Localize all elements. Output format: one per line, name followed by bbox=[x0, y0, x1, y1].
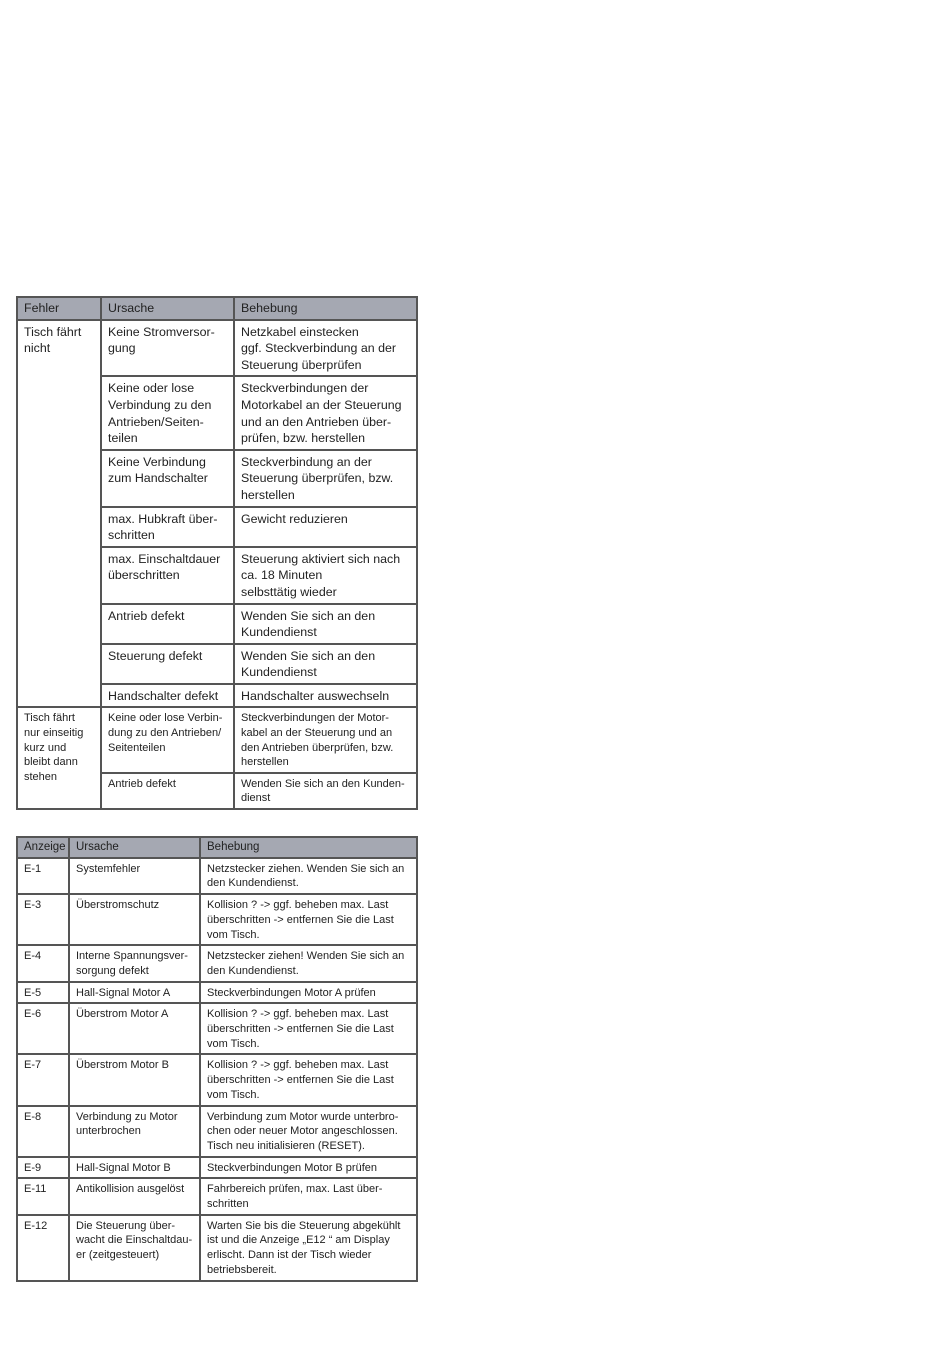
remedy-cell: Warten Sie bis die Steuerung abgekühlt ist und die Anzeige „E12 “ am Display erlischt. Dann ist der Tisch wieder betriebsbereit. bbox=[200, 1215, 417, 1281]
code-cell: E-8 bbox=[17, 1106, 69, 1157]
remedy-cell: Kollision ? -> ggf. beheben max. Last überschritten -> entfernen Sie die Last vom Tisch. bbox=[200, 1003, 417, 1054]
table-row bbox=[17, 945, 417, 981]
column-header-anzeige: Anzeige bbox=[17, 837, 69, 858]
cause-cell: Interne Spannungsver- sorgung defekt bbox=[69, 945, 200, 981]
code-cell: E-3 bbox=[17, 894, 69, 945]
cause-cell: Antrieb defekt bbox=[101, 604, 234, 644]
cause-cell: Hall-Signal Motor B bbox=[69, 1157, 200, 1179]
cause-cell: Überstrom Motor B bbox=[69, 1054, 200, 1105]
table-row bbox=[17, 982, 417, 1004]
cause-cell: Antikollision ausgelöst bbox=[69, 1178, 200, 1214]
cause-cell: Keine Stromversor- gung bbox=[101, 320, 234, 377]
code-cell: E-4 bbox=[17, 945, 69, 981]
remedy-cell: Netzkabel einstecken ggf. Steckverbindung an der Steuerung überprüfen bbox=[234, 320, 417, 377]
display-error-table bbox=[16, 836, 418, 1282]
fault-cell: Tisch fährt nur einseitig kurz und bleibt dann stehen bbox=[17, 707, 101, 809]
remedy-cell: Steckverbindungen der Motorkabel an der Steuerung und an den Antrieben über- prüfen, bzw. herstellen bbox=[234, 376, 417, 449]
remedy-cell: Handschalter auswechseln bbox=[234, 684, 417, 708]
cause-cell: Keine oder lose Verbin- dung zu den Antrieben/ Seitenteilen bbox=[101, 707, 234, 772]
code-cell: E-7 bbox=[17, 1054, 69, 1105]
table-row bbox=[17, 1157, 417, 1179]
table-row bbox=[17, 894, 417, 945]
table-row bbox=[17, 1054, 417, 1105]
column-header-fehler: Fehler bbox=[17, 297, 101, 320]
table-row bbox=[17, 320, 417, 377]
code-cell: E-11 bbox=[17, 1178, 69, 1214]
table-row bbox=[17, 1106, 417, 1157]
remedy-cell: Gewicht reduzieren bbox=[234, 507, 417, 547]
cause-cell: max. Hubkraft über- schritten bbox=[101, 507, 234, 547]
remedy-cell: Kollision ? -> ggf. beheben max. Last überschritten -> entfernen Sie die Last vom Tisch. bbox=[200, 1054, 417, 1105]
remedy-cell: Fahrbereich prüfen, max. Last über- schritten bbox=[200, 1178, 417, 1214]
fault-cell: Tisch fährt nicht bbox=[17, 320, 101, 708]
table-row bbox=[17, 1003, 417, 1054]
code-cell: E-1 bbox=[17, 858, 69, 894]
remedy-cell: Steckverbindungen Motor A prüfen bbox=[200, 982, 417, 1004]
remedy-cell: Wenden Sie sich an den Kundendienst bbox=[234, 644, 417, 684]
table-header-row bbox=[17, 837, 417, 858]
cause-cell: Keine oder lose Verbindung zu den Antrieben/Seiten- teilen bbox=[101, 376, 234, 449]
cause-cell: Keine Verbindung zum Handschalter bbox=[101, 450, 234, 507]
column-header-behebung: Behebung bbox=[200, 837, 417, 858]
table-row bbox=[17, 1178, 417, 1214]
cause-cell: max. Einschaltdauer überschritten bbox=[101, 547, 234, 604]
cause-cell: Steuerung defekt bbox=[101, 644, 234, 684]
code-cell: E-6 bbox=[17, 1003, 69, 1054]
remedy-cell: Netzstecker ziehen! Wenden Sie sich an den Kundendienst. bbox=[200, 945, 417, 981]
cause-cell: Überstrom Motor A bbox=[69, 1003, 200, 1054]
table-header-row bbox=[17, 297, 417, 320]
remedy-cell: Steckverbindungen der Motor- kabel an der Steuerung und an den Antrieben überprüfen, bzw. herstellen bbox=[234, 707, 417, 772]
cause-cell: Hall-Signal Motor A bbox=[69, 982, 200, 1004]
remedy-cell: Wenden Sie sich an den Kundendienst bbox=[234, 604, 417, 644]
column-header-behebung: Behebung bbox=[234, 297, 417, 320]
cause-cell: Antrieb defekt bbox=[101, 773, 234, 809]
cause-cell: Systemfehler bbox=[69, 858, 200, 894]
remedy-cell: Kollision ? -> ggf. beheben max. Last überschritten -> entfernen Sie die Last vom Tisch. bbox=[200, 894, 417, 945]
code-cell: E-12 bbox=[17, 1215, 69, 1281]
cause-cell: Überstromschutz bbox=[69, 894, 200, 945]
column-header-ursache: Ursache bbox=[101, 297, 234, 320]
cause-cell: Die Steuerung über- wacht die Einschaltdau- er (zeitgesteuert) bbox=[69, 1215, 200, 1281]
table-row bbox=[17, 858, 417, 894]
code-cell: E-5 bbox=[17, 982, 69, 1004]
column-header-ursache: Ursache bbox=[69, 837, 200, 858]
remedy-cell: Netzstecker ziehen. Wenden Sie sich an den Kundendienst. bbox=[200, 858, 417, 894]
remedy-cell: Wenden Sie sich an den Kunden- dienst bbox=[234, 773, 417, 809]
remedy-cell: Steckverbindung an der Steuerung überprüfen, bzw. herstellen bbox=[234, 450, 417, 507]
code-cell: E-9 bbox=[17, 1157, 69, 1179]
remedy-cell: Verbindung zum Motor wurde unterbro- chen oder neuer Motor angeschlossen. Tisch neu initialisieren (RESET). bbox=[200, 1106, 417, 1157]
cause-cell: Handschalter defekt bbox=[101, 684, 234, 708]
remedy-cell: Steuerung aktiviert sich nach ca. 18 Minuten selbsttätig wieder bbox=[234, 547, 417, 604]
table-row bbox=[17, 1215, 417, 1281]
remedy-cell: Steckverbindungen Motor B prüfen bbox=[200, 1157, 417, 1179]
cause-cell: Verbindung zu Motor unterbrochen bbox=[69, 1106, 200, 1157]
fault-table bbox=[16, 296, 418, 810]
table-row bbox=[17, 707, 417, 772]
